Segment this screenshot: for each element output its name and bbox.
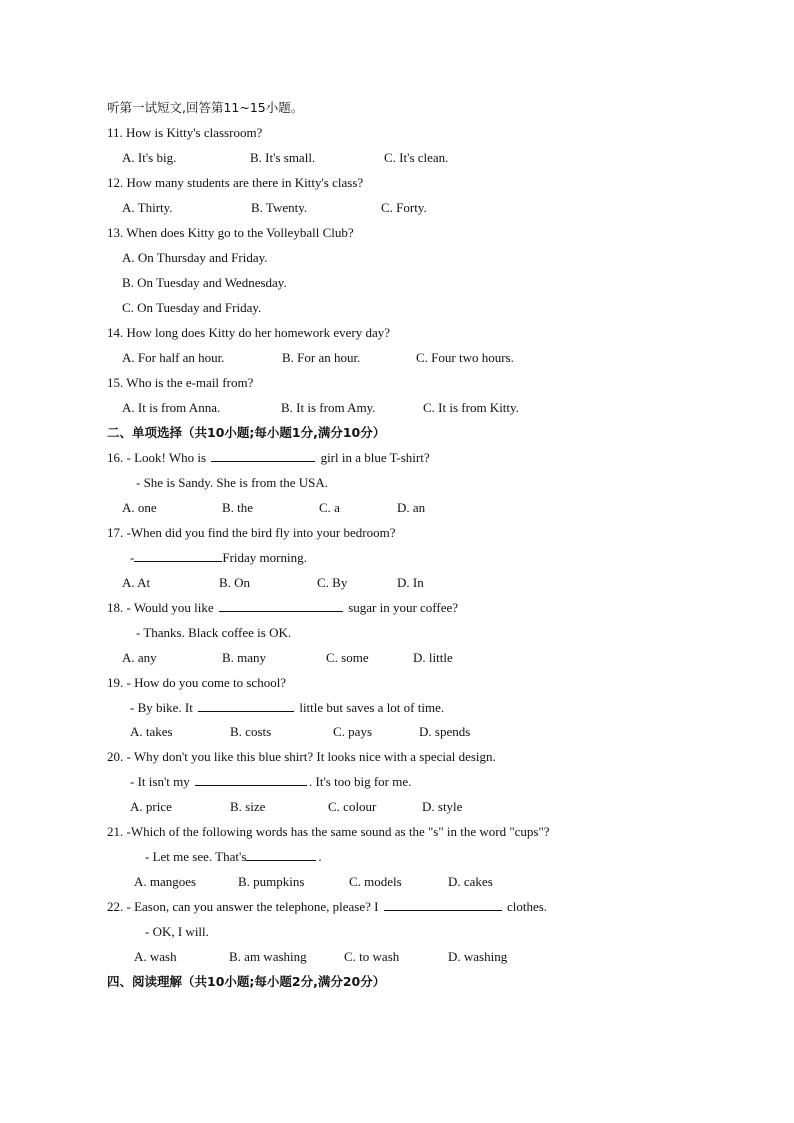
answer-blank: [384, 896, 502, 911]
question-13-option-b: B. On Tuesday and Wednesday.: [122, 275, 287, 290]
question-20-stem: 20. - Why don't you like this blue shirt? It looks nice with a special design.: [107, 749, 496, 764]
question-16-options: [0, 497, 794, 519]
section-4-title: 四、阅读理解（共10小题;每小题2分,满分20分）: [107, 974, 386, 989]
reply-part: little but saves a lot of time.: [299, 700, 445, 715]
stem-part: girl in a blue T-shirt?: [320, 450, 430, 465]
question-12-stem: 12. How many students are there in Kitty's class?: [107, 175, 364, 190]
option-a: A. For half an hour.: [122, 350, 225, 365]
option-d: D. cakes: [448, 874, 493, 889]
question-22-stem: [107, 896, 547, 918]
option-b: B. the: [222, 500, 254, 515]
question-12-options: [0, 197, 794, 219]
question-14-stem: 14. How long does Kitty do her homework every day?: [107, 325, 391, 340]
question-16-stem: [107, 447, 430, 469]
question-17-stem: 17. -When did you find the bird fly into your bedroom?: [107, 525, 396, 540]
option-d: D. style: [422, 799, 463, 814]
option-a: A. any: [122, 650, 157, 665]
question-11-options: [0, 147, 794, 169]
option-c: C. a: [319, 500, 340, 515]
question-22-reply: - OK, I will.: [145, 924, 209, 939]
reply-part: .: [318, 849, 322, 864]
listening-intro: 听第一试短文,回答第11~15小题。: [107, 100, 304, 115]
option-c: C. It's clean.: [384, 150, 449, 165]
option-d: D. little: [413, 650, 453, 665]
question-21-stem: 21. -Which of the following words has the same sound as the "s" in the word "cups"?: [107, 824, 550, 839]
question-21-options: [0, 871, 794, 893]
option-c: C. colour: [328, 799, 377, 814]
option-a: A. wash: [134, 949, 177, 964]
option-b: B. Twenty.: [251, 200, 308, 215]
question-22-options: [0, 946, 794, 968]
question-11-stem: 11. How is Kitty's classroom?: [107, 125, 263, 140]
answer-blank: [198, 697, 294, 712]
reply-part: Friday morning.: [222, 550, 307, 565]
option-b: B. It is from Amy.: [281, 400, 376, 415]
option-a: A. It is from Anna.: [122, 400, 221, 415]
question-17-reply: [130, 547, 307, 569]
option-b: B. size: [230, 799, 266, 814]
option-c: C. Forty.: [381, 200, 427, 215]
reply-part: - By bike. It: [130, 700, 193, 715]
option-d: D. In: [397, 575, 424, 590]
question-20-reply: [130, 771, 411, 793]
option-b: B. It's small.: [250, 150, 316, 165]
option-d: D. spends: [419, 724, 471, 739]
reply-part: - Let me see. That's: [145, 849, 247, 864]
question-15-options: [0, 397, 794, 419]
question-18-options: [0, 647, 794, 669]
option-a: A. It's big.: [122, 150, 177, 165]
answer-blank: [134, 547, 222, 562]
option-c: C. to wash: [344, 949, 400, 964]
question-14-options: [0, 347, 794, 369]
option-a: A. price: [130, 799, 172, 814]
option-d: D. an: [397, 500, 426, 515]
option-c: C. Four two hours.: [416, 350, 514, 365]
option-c: C. models: [349, 874, 402, 889]
question-15-stem: 15. Who is the e-mail from?: [107, 375, 254, 390]
option-c: C. pays: [333, 724, 372, 739]
option-a: A. one: [122, 500, 157, 515]
stem-part: 22. - Eason, can you answer the telephone, please? I: [107, 899, 379, 914]
question-18-reply: - Thanks. Black coffee is OK.: [136, 625, 292, 640]
option-b: B. am washing: [229, 949, 307, 964]
answer-blank: [195, 771, 307, 786]
stem-part: 16. - Look! Who is: [107, 450, 207, 465]
option-d: D. washing: [448, 949, 508, 964]
option-a: A. Thirty.: [122, 200, 173, 215]
answer-blank: [246, 846, 316, 861]
option-b: B. pumpkins: [238, 874, 305, 889]
question-21-reply: [145, 846, 322, 868]
section-2-title: 二、单项选择（共10小题;每小题1分,满分10分）: [107, 425, 386, 440]
question-20-options: [0, 796, 794, 818]
question-19-options: [0, 721, 794, 743]
option-c: C. some: [326, 650, 369, 665]
stem-part: 18. - Would you like: [107, 600, 214, 615]
question-13-option-a: A. On Thursday and Friday.: [122, 250, 268, 265]
question-13-option-c: C. On Tuesday and Friday.: [122, 300, 262, 315]
question-19-reply: [130, 697, 444, 719]
option-a: A. mangoes: [134, 874, 197, 889]
question-13-stem: 13. When does Kitty go to the Volleyball Club?: [107, 225, 354, 240]
stem-part: sugar in your coffee?: [348, 600, 459, 615]
question-17-options: [0, 572, 794, 594]
stem-part: clothes.: [506, 899, 548, 914]
option-b: B. many: [222, 650, 267, 665]
question-19-stem: 19. - How do you come to school?: [107, 675, 287, 690]
option-b: B. costs: [230, 724, 272, 739]
option-b: B. On: [219, 575, 251, 590]
question-16-reply: - She is Sandy. She is from the USA.: [136, 475, 328, 490]
option-b: B. For an hour.: [282, 350, 361, 365]
option-a: A. At: [122, 575, 151, 590]
option-c: C. It is from Kitty.: [423, 400, 519, 415]
reply-part: -: [130, 550, 135, 565]
option-c: C. By: [317, 575, 348, 590]
reply-part: - It isn't my: [130, 774, 190, 789]
answer-blank: [219, 597, 343, 612]
question-18-stem: [107, 597, 458, 619]
option-a: A. takes: [130, 724, 173, 739]
reply-part: . It's too big for me.: [309, 774, 412, 789]
answer-blank: [211, 447, 315, 462]
